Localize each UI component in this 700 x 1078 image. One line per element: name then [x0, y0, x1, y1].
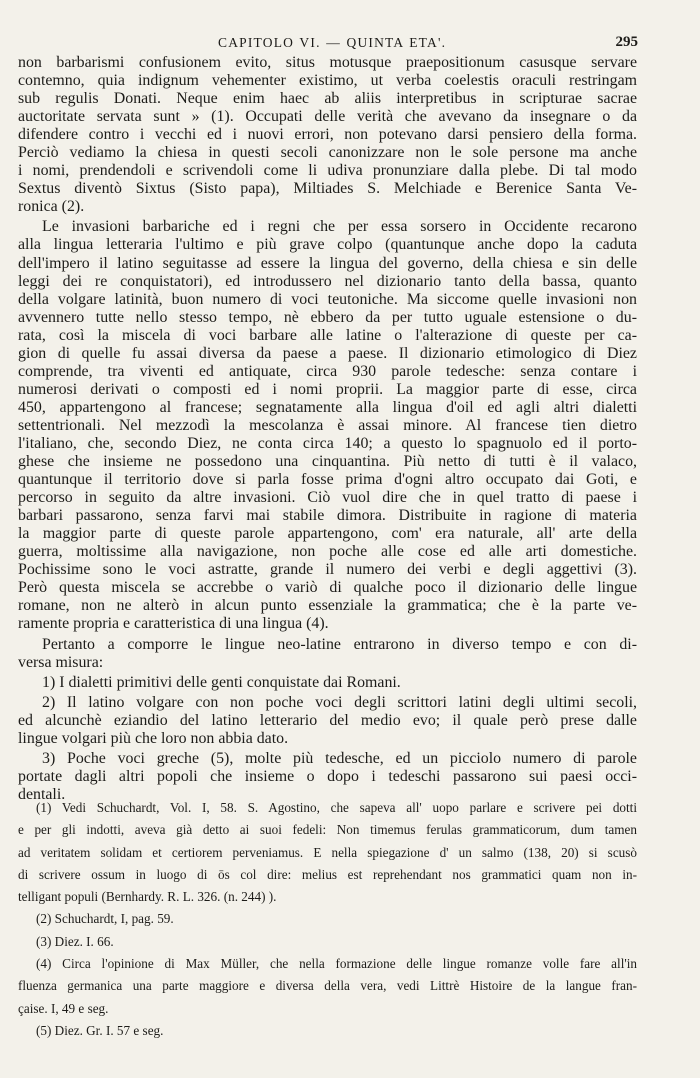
text-line: lingue volgari più che loro non abbia dato. — [18, 729, 289, 747]
text-line: ed alcunchè eziandio del latino letterario del medio evo; il quale però prese dalle — [18, 711, 637, 729]
text-line: leggi dei re conquistatori), ed introdussero nel dizionario tanto della bassa, quanto — [18, 272, 637, 290]
running-head: CAPITOLO VI. — QUINTA ETA'. — [218, 35, 447, 50]
text-line: non barbarismi confusionem evito, situs motusque praepositionum casusque servare — [18, 54, 637, 71]
text-line: Sextus diventò Sixtus (Sisto papa), Miltiades S. Melchiade e Berenice Santa Ve- — [18, 180, 637, 198]
text-line: Le invasioni barbariche ed i regni che per essa sorsero in Occidente recarono — [42, 218, 637, 236]
text-line: 2) Il latino volgare con non poche voci degli scrittori latini degli ultimi secoli, — [42, 693, 637, 711]
text-line: 450, appartengono al francese; segnatamente alla lingua d'oil ed agli altri dialetti — [18, 398, 637, 416]
text-line: percorso in seguito da altre invasioni. Ciò vuol dire che in quel tratto di paese i — [18, 489, 637, 507]
text-line: la maggior parte di queste parole appartengono, com' era naturale, all' arte della — [18, 525, 637, 543]
text-line: portate dagli altri popoli che insieme o dopo i tedeschi passarono sui paesi occi- — [18, 767, 637, 785]
footnote-line: (2) Schuchardt, I, pag. 59. — [36, 911, 174, 927]
text-line: l'italiano, che, secondo Diez, ne conta circa 140; a questo lo spagnuolo ed il porto- — [18, 434, 637, 452]
text-line: quantunque il territorio dove si parla fosse prima d'ogni altro occupato dai Goti, e — [18, 471, 637, 489]
footnote-line: çaise. I, 49 e seg. — [18, 1000, 109, 1016]
text-line: ronica (2). — [18, 198, 85, 216]
text-line: ghese che insieme ne possedono una cinquantina. Più netto di tutti è il valaco, — [18, 453, 637, 471]
text-line: 3) Poche voci greche (5), molte più tedesche, ed un picciolo numero di parole — [42, 749, 637, 767]
text-line: i nomi, prendendoli e scrivendoli come li udiva pronunziare dalla plebe. Di tal modo — [18, 162, 637, 180]
text-line: dentali. — [18, 785, 66, 803]
footnotes — [18, 797, 637, 1042]
main-text — [18, 54, 637, 804]
text-line: versa misura: — [18, 653, 104, 671]
text-line: settentrionali. Nel mezzodì la mescolanza è assai minore. Al francese tien dietro — [18, 416, 637, 434]
text-line: dell'impero il latino seguitasse ad essere la lingua del governo, della chiesa e sin delle — [18, 254, 637, 272]
text-line: barbari passarono, senza farvi mai stabile dimora. Distribuite in ragione di materia — [18, 507, 637, 525]
text-line: Pertanto a comporre le lingue neo-latine entrarono in diverso tempo e con di- — [42, 635, 637, 653]
footnote-line: (3) Diez. I. 66. — [36, 933, 114, 949]
text-line: Perciò vediamo la chiesa in questi secoli canonizzare non le sole persone ma anche — [18, 144, 637, 162]
footnote-line: (1) Vedi Schuchardt, Vol. I, 58. S. Agostino, che sapeva all' uopo parlare e scrivere pei dotti — [36, 800, 637, 815]
footnote-line: ad veritatem solidam et certiorem perveniamus. E nella spiegazione d' un salmo (138, 20) si scusò — [18, 844, 637, 860]
text-line: 1) I dialetti primitivi delle genti conquistate dai Romani. — [42, 673, 401, 691]
text-line: gion di quelle fu assai diversa da paese a paese. Il dizionario etimologico di Diez — [18, 344, 637, 362]
footnote-line: e per gli indotti, aveva già detto ai suoi fedeli: Non timemus ferulas grammaticorum, dum tamen — [18, 822, 637, 838]
page-header — [0, 35, 700, 55]
footnote-line: di scrivere ossum in luogo di ōs col dire: melius est reprehendant nos grammatici quam non in- — [18, 866, 637, 882]
footnote-line: fluenza germanica una parte maggiore e diversa della vera, vedi Littrè Histoire de la langue fran- — [18, 978, 637, 994]
text-line: difendere contro i vecchi ed i nuovi errori, non potevano darsi pensiero della forma. — [18, 126, 637, 144]
text-line: comprende, tra viventi ed antiquate, circa 930 parole tedesche: senza contare i — [18, 362, 637, 380]
footnote-line: (5) Diez. Gr. I. 57 e seg. — [36, 1022, 164, 1038]
footnote-line: telligant populi (Bernhardy. R. L. 326. (n. 244) ). — [18, 889, 277, 905]
text-line: Pochissime sono le voci astratte, grande il numero dei verbi e degli aggettivi (3). — [18, 561, 637, 579]
text-line: contemno, quia indignum vehementer existimo, ut verba coelestis oraculi restringam — [18, 72, 637, 90]
text-line: rata, così la miscela di voci barbare alle latine o l'alterazione di queste per ca- — [18, 326, 637, 344]
text-line: della volgare latinità, buon numero di voci teutoniche. Ma siccome quelle invasioni non — [18, 290, 637, 308]
text-line: auctoritate servata sunt » (1). Occupati delle verità che avevano da insegnare o da — [18, 108, 637, 126]
text-line: Però questa miscela se accrebbe o variò di qualche poco il dizionario delle lingue — [18, 579, 637, 597]
text-line: numerosi derivati o composti ed i nomi proprii. La maggior parte di esse, circa — [18, 380, 637, 398]
text-line: alla lingua letteraria l'ultimo e più grave colpo (quantunque anche dopo la caduta — [18, 236, 637, 254]
text-line: sub regulis Donati. Neque enim haec ab aliis interpretibus in scripturae sacrae — [18, 90, 637, 108]
footnote-line: (4) Circa l'opinione di Max Müller, che nella formazione delle lingue romanze volle fare all'in — [36, 956, 637, 972]
text-line: guerra, moltissime alla navigazione, non poche alle cose ed alle arti domestiche. — [18, 543, 637, 561]
text-line: romane, non ne alterò in alcun punto essenziale la grammatica; che è la parte ve- — [18, 597, 637, 615]
page-number: 295 — [615, 34, 638, 50]
text-line: ramente propria e caratteristica di una lingua (4). — [18, 615, 329, 633]
text-line: avvennero tutte nello stesso tempo, nè ebbero da per tutto uguale estensione o du- — [18, 308, 637, 326]
